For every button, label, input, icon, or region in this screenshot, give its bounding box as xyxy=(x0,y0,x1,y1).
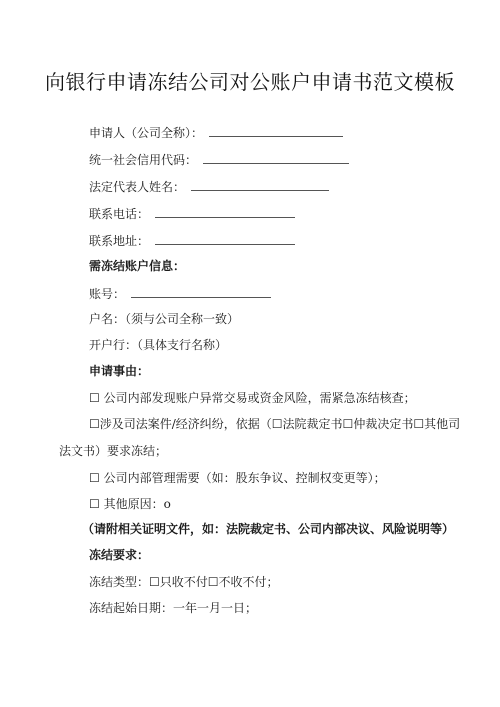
applicant-line xyxy=(89,124,343,141)
account-number-blank[interactable] xyxy=(131,285,271,298)
legal-rep-blank[interactable] xyxy=(191,178,329,191)
account-number-label: 账号： xyxy=(89,287,126,301)
freeze-heading: 冻结要求： xyxy=(89,548,150,562)
applicant-label: 申请人（公司全称）： xyxy=(89,126,204,140)
account-heading: 需冻结账户信息： xyxy=(89,259,186,273)
document-title: 向银行申请冻结公司对公账户申请书范文模板 xyxy=(45,70,455,94)
address-label: 联系地址： xyxy=(89,234,150,248)
legal-rep-line xyxy=(89,178,329,195)
reason-heading: 申请事由： xyxy=(89,364,150,378)
freeze-start-date: 冻结起始日期：一年一月一日； xyxy=(89,601,258,615)
credit-code-label: 统一社会信用代码： xyxy=(89,153,198,167)
phone-label: 联系电话： xyxy=(89,207,150,221)
credit-code-line xyxy=(89,151,349,168)
account-bank: 开户行：（具体支行名称） xyxy=(89,338,228,352)
reason-item-4: ☐ 其他原因：o xyxy=(89,497,171,511)
account-name: 户名：（须与公司全称一致） xyxy=(89,312,240,326)
address-line xyxy=(89,232,295,249)
reason-item-3: ☐ 公司内部管理需要（如：股东争议、控制权变更等）； xyxy=(89,471,386,485)
freeze-type: 冻结类型：☐只收不付☐不收不付； xyxy=(89,575,279,589)
credit-code-blank[interactable] xyxy=(203,151,349,164)
applicant-blank[interactable] xyxy=(209,124,343,137)
account-number-line xyxy=(89,285,271,302)
reason-item-2: ☐涉及司法案件/经济纠纷，依据（☐法院裁定书☐仲裁决定书☐其他司 xyxy=(89,417,461,431)
reason-item-2-cont: 法文书）要求冻结； xyxy=(59,444,168,458)
phone-line xyxy=(89,205,295,222)
phone-blank[interactable] xyxy=(155,205,295,218)
legal-rep-label: 法定代表人姓名： xyxy=(89,180,186,194)
reason-item-1: ☐ 公司内部发现账户异常交易或资金风险，需紧急冻结核查； xyxy=(89,391,416,405)
reason-note: （请附相关证明文件，如：法院裁定书、公司内部决议、风险说明等） xyxy=(82,522,455,536)
address-blank[interactable] xyxy=(155,232,295,245)
